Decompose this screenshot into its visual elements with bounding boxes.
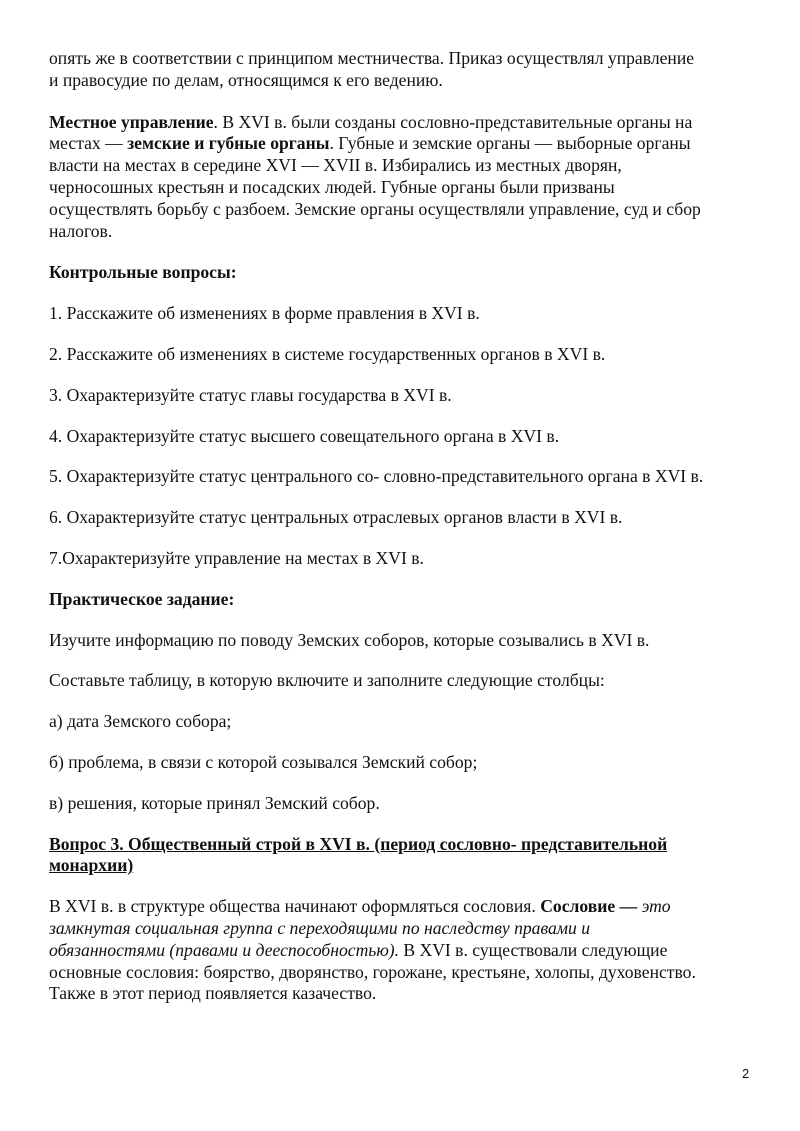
question-item: 6. Охарактеризуйте статус центральных отраслевых органов власти в XVI в. bbox=[49, 507, 623, 528]
question-item: 4. Охарактеризуйте статус высшего совещательного органа в XVI в. bbox=[49, 425, 560, 446]
question-item: 3. Охарактеризуйте статус главы государства в XVI в. bbox=[49, 384, 452, 405]
paragraph-text: . В XVI в. были созданы сословно-представительные органы на bbox=[213, 111, 693, 132]
paragraph-text: местах — bbox=[49, 133, 128, 154]
paragraph-text: В XVI в. в структуре общества начинают оформляться сословия. bbox=[49, 896, 541, 917]
intro-line: опять же в соответствии с принципом местничества. Приказ осуществлял управление bbox=[49, 48, 695, 68]
paragraph-text: налогов. bbox=[49, 220, 113, 241]
intro-paragraph bbox=[49, 48, 761, 92]
question-item: 5. Охарактеризуйте статус центрального со- словно-представительного органа в XVI в. bbox=[49, 466, 704, 487]
local-government-paragraph bbox=[49, 112, 761, 243]
practice-heading: Практическое задание: bbox=[49, 588, 235, 609]
practice-item: б) проблема, в связи с которой созывался Земский собор; bbox=[49, 751, 478, 772]
page-number: 2 bbox=[742, 1066, 750, 1081]
definition-text: это bbox=[637, 896, 671, 917]
paragraph-text: осуществлять борьбу с разбоем. Земские органы осуществляли управление, суд и сбор bbox=[49, 198, 701, 219]
question-item: 1. Расскажите об изменениях в форме правления в XVI в. bbox=[49, 303, 480, 324]
definition-text: обязанностями (правами и дееспособностью). bbox=[49, 939, 399, 960]
paragraph-text: . Губные и земские органы — выборные органы bbox=[329, 133, 691, 154]
section-heading-line: монархии) bbox=[49, 855, 134, 876]
section-heading-question-3 bbox=[49, 834, 761, 878]
paragraph-text: основные сословия: боярство, дворянство, горожане, крестьяне, холопы, духовенство. bbox=[49, 961, 696, 982]
practice-text: Составьте таблицу, в которую включите и заполните следующие столбцы: bbox=[49, 670, 605, 691]
local-government-heading: Местное управление bbox=[49, 111, 214, 132]
bold-term: земские и губные органы bbox=[127, 133, 330, 154]
practice-item: а) дата Земского собора; bbox=[49, 711, 232, 732]
question-item: 7.Охарактеризуйте управление на местах в XVI в. bbox=[49, 547, 424, 568]
bold-term: Сословие — bbox=[540, 896, 638, 917]
social-structure-paragraph bbox=[49, 896, 761, 1005]
practice-text: Изучите информацию по поводу Земских соборов, которые созывались в XVI в. bbox=[49, 629, 650, 650]
definition-text: замкнутая социальная группа с переходящими по наследству правами и bbox=[49, 917, 591, 938]
question-item: 2. Расскажите об изменениях в системе государственных органов в XVI в. bbox=[49, 343, 606, 364]
paragraph-text: черносошных крестьян и посадских людей. Губные органы были призваны bbox=[49, 176, 615, 197]
paragraph-text: В XVI в. существовали следующие bbox=[398, 939, 668, 960]
document-page bbox=[49, 48, 761, 1005]
section-heading-line: Вопрос 3. Общественный строй в XVI в. (период сословно- представительной bbox=[49, 833, 668, 854]
control-questions-heading: Контрольные вопросы: bbox=[49, 262, 237, 283]
paragraph-text: Также в этот период появляется казачество. bbox=[49, 983, 377, 1004]
practice-item: в) решения, которые принял Земский собор. bbox=[49, 792, 380, 813]
intro-line: и правосудие по делам, относящимся к его ведению. bbox=[49, 69, 443, 90]
paragraph-text: власти на местах в середине XVI — XVII в. Избирались из местных дворян, bbox=[49, 155, 622, 176]
